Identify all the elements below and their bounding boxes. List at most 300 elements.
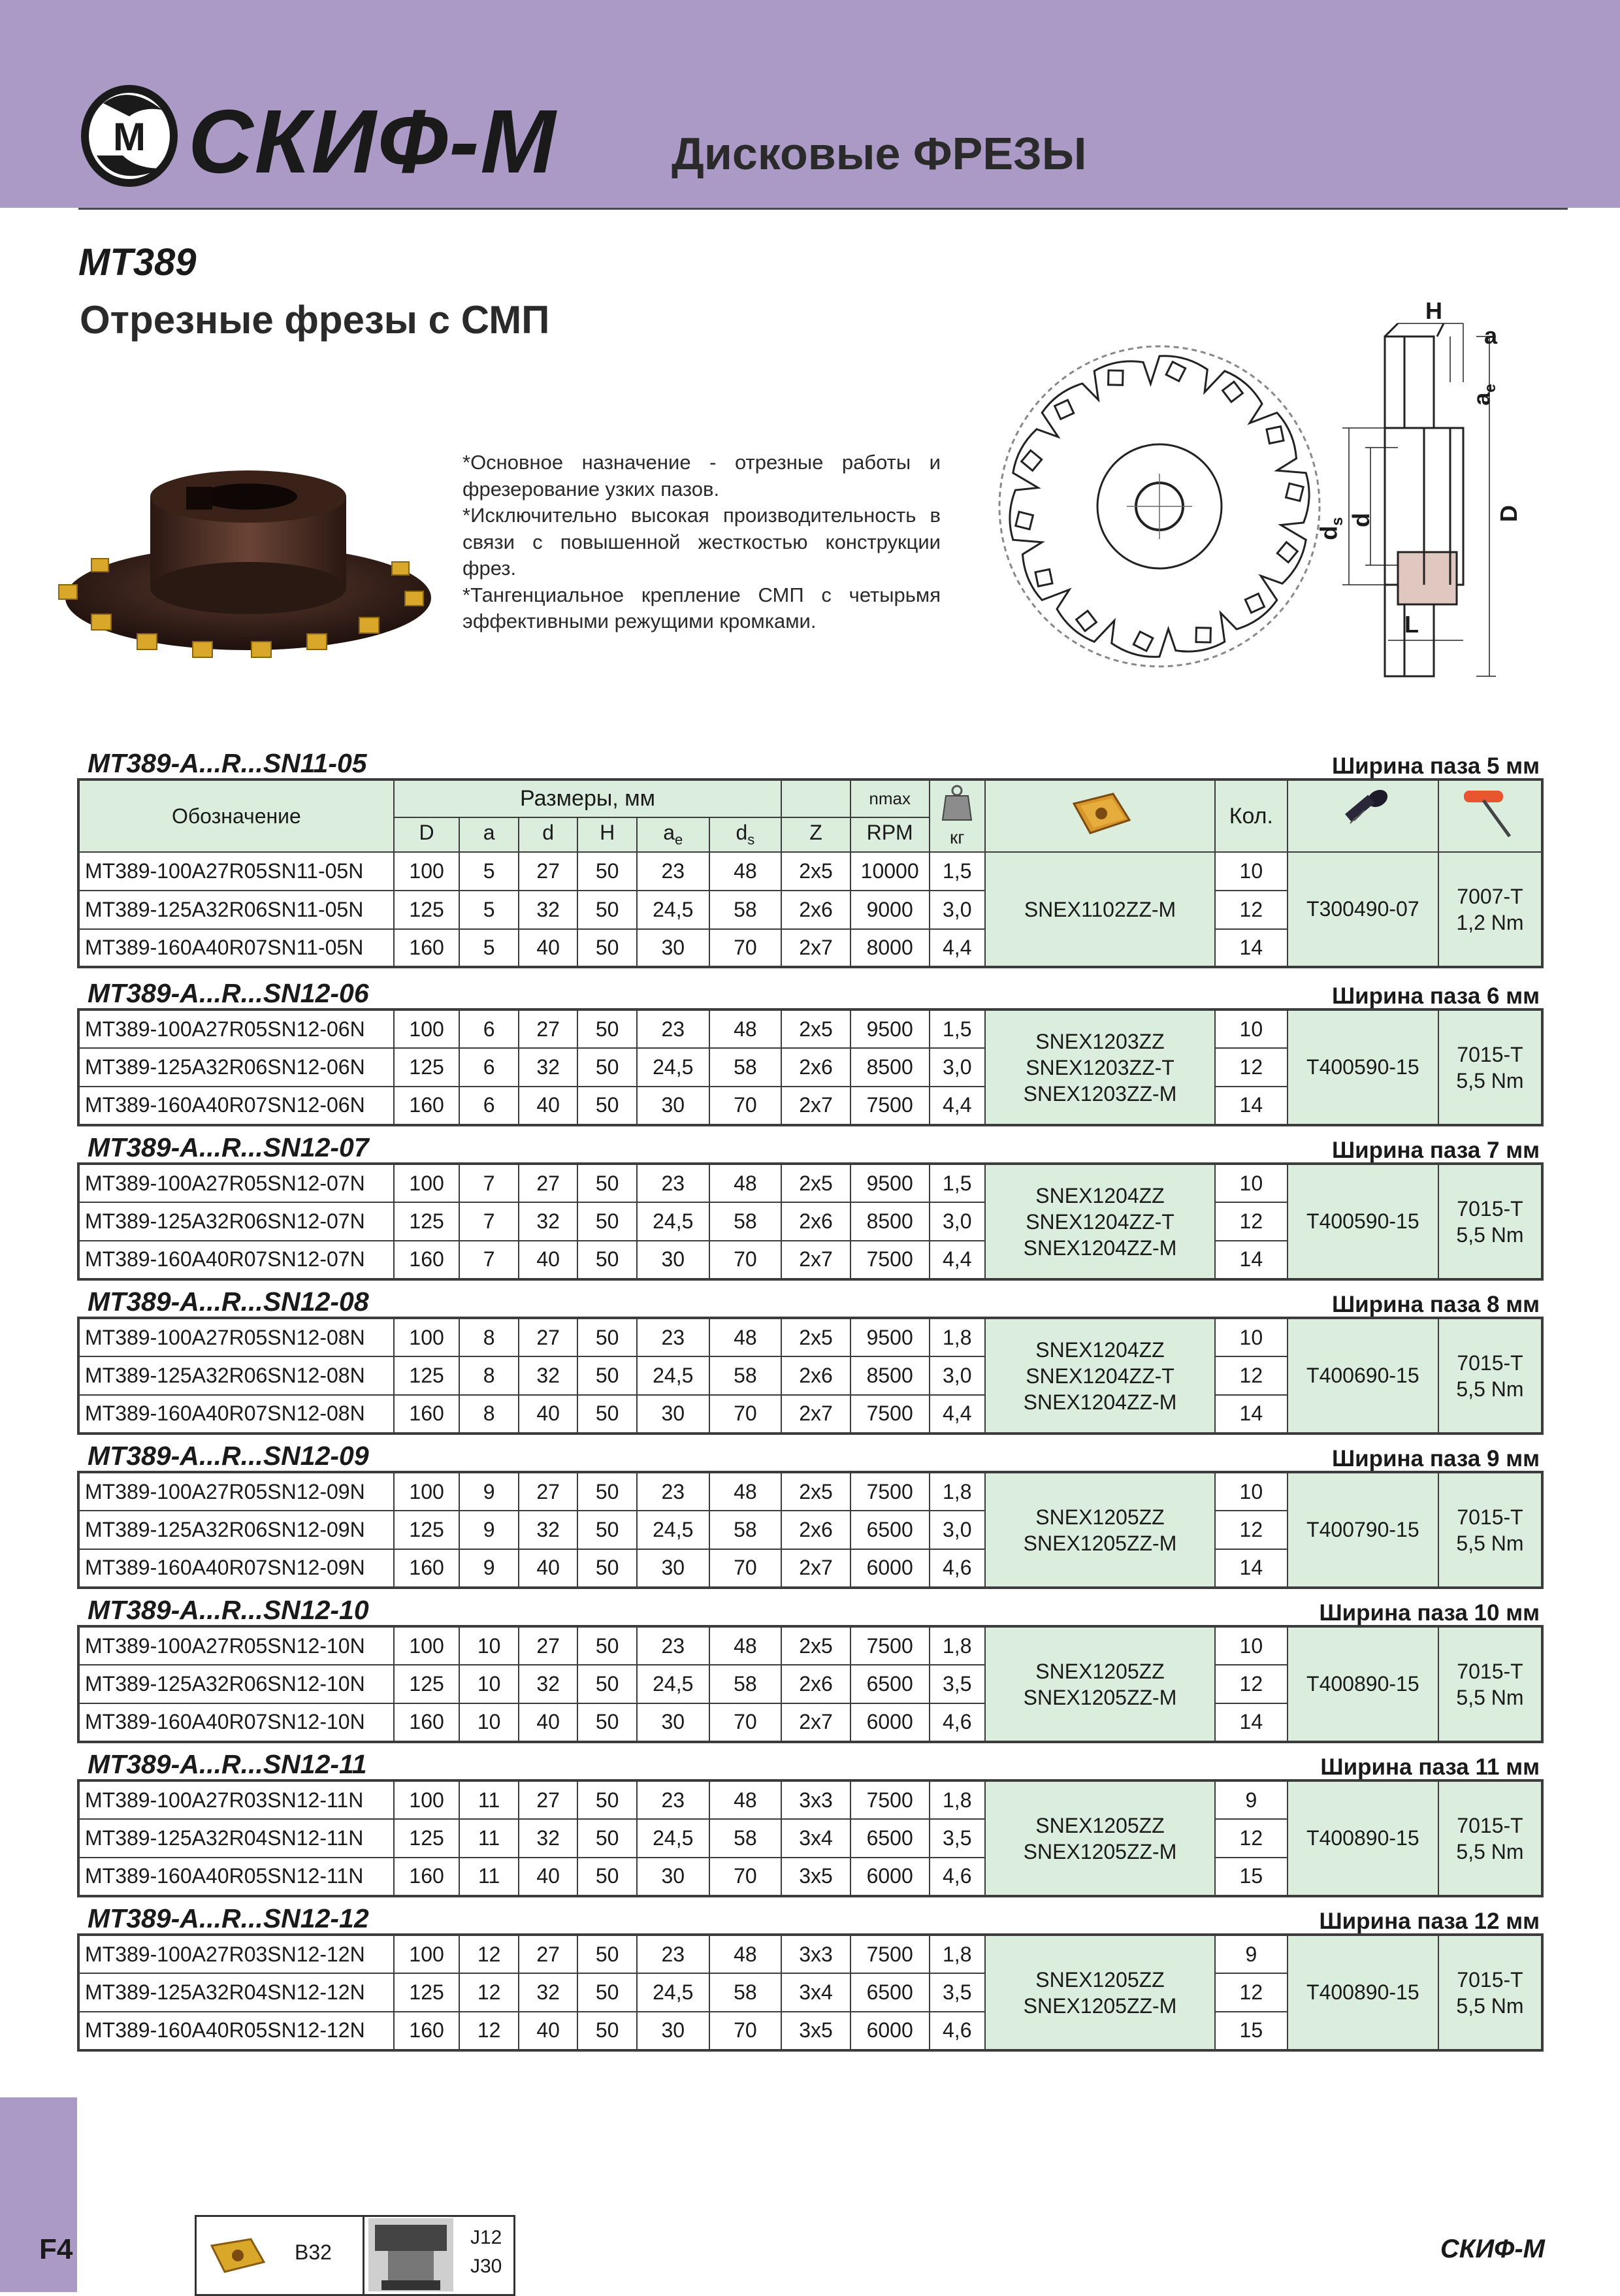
table-cell: 58 <box>709 1511 782 1549</box>
qty-cell: 12 <box>1215 1665 1288 1703</box>
header-divider <box>78 208 1568 210</box>
key-code: 7015-T <box>1457 1042 1523 1066</box>
table-cell: 2x6 <box>781 891 850 929</box>
insert-code: SNEX1205ZZ-M <box>1023 1839 1177 1863</box>
insert-pocket <box>1245 594 1264 613</box>
table-cell: 6500 <box>850 1511 930 1549</box>
table-row <box>78 1009 1542 1048</box>
cutter-drawing-svg <box>980 297 1548 683</box>
table-cell: 160 <box>394 1395 460 1434</box>
qty-cell: 14 <box>1215 1703 1288 1742</box>
table-cell: 24,5 <box>637 1973 709 2012</box>
group-title: MT389-A...R...SN12-09 <box>88 1441 369 1471</box>
table-cell: 7500 <box>850 1087 930 1125</box>
table-cell: 2x5 <box>781 1318 850 1356</box>
table-cell: 5 <box>459 852 519 891</box>
table-cell: 24,5 <box>637 1048 709 1087</box>
table-cell: 4,4 <box>930 1087 985 1125</box>
table-cell: 7 <box>459 1164 519 1202</box>
insert-cell <box>985 1935 1215 2050</box>
table-cell: MT389-100A27R05SN12-07N <box>78 1164 394 1202</box>
insert-code: SNEX1205ZZ <box>1035 1505 1165 1529</box>
table-cell: 9 <box>459 1549 519 1588</box>
qty-cell: 15 <box>1215 1858 1288 1896</box>
table-cell: 125 <box>394 1511 460 1549</box>
table-cell: 58 <box>709 1048 782 1087</box>
weight-icon <box>941 784 973 822</box>
col-header: H <box>577 817 637 852</box>
insert-code: SNEX1204ZZ <box>1035 1337 1165 1362</box>
table-row <box>78 1626 1542 1665</box>
table-cell: 50 <box>577 1241 637 1279</box>
table-cell: 3,5 <box>930 1973 985 2012</box>
insert-pocket <box>1277 542 1297 563</box>
table-cell: 50 <box>577 1318 637 1356</box>
table-cell: 3x3 <box>781 1780 850 1819</box>
ref-box-insert[interactable] <box>195 2215 364 2296</box>
brand-name: СКИФ-М <box>188 91 557 192</box>
slot-width: Ширина паза 8 мм <box>1331 1292 1540 1318</box>
col-header-kg: кг <box>950 827 965 847</box>
table-cell: 6 <box>459 1087 519 1125</box>
key-torque: 5,5 Nm <box>1456 1685 1524 1709</box>
table-cell: 9500 <box>850 1164 930 1202</box>
qty-cell: 10 <box>1215 1626 1288 1665</box>
insert-code: SNEX1204ZZ-M <box>1023 1390 1177 1414</box>
table-cell: 7 <box>459 1202 519 1241</box>
screw-icon <box>1333 784 1392 843</box>
table-cell: 50 <box>577 852 637 891</box>
table-cell: 58 <box>709 1973 782 2012</box>
spec-table <box>77 1008 1544 1126</box>
table-cell: 5 <box>459 891 519 929</box>
table-cell: 4,4 <box>930 1241 985 1279</box>
group-title: MT389-A...R...SN12-12 <box>88 1903 369 1934</box>
table-cell: 48 <box>709 1780 782 1819</box>
table-row <box>78 1472 1542 1511</box>
table-cell: 3,0 <box>930 891 985 929</box>
qty-cell: 14 <box>1215 1549 1288 1588</box>
table-cell: 4,4 <box>930 1395 985 1434</box>
table-cell: 70 <box>709 1395 782 1434</box>
table-cell: MT389-125A32R06SN12-07N <box>78 1202 394 1241</box>
col-header-nmax: nmax <box>850 779 930 817</box>
table-cell: MT389-160A40R07SN12-09N <box>78 1549 394 1588</box>
table-cell: 3,0 <box>930 1356 985 1395</box>
table-cell: 12 <box>459 1973 519 2012</box>
table-cell: 1,5 <box>930 852 985 891</box>
cutter-thumbnail-icon <box>368 2218 453 2291</box>
table-cell: 2x7 <box>781 929 850 968</box>
table-cell: 50 <box>577 1665 637 1703</box>
col-header: Z <box>781 817 850 852</box>
table-cell: 9000 <box>850 891 930 929</box>
key-torque: 5,5 Nm <box>1456 1222 1524 1247</box>
qty-cell: 10 <box>1215 1318 1288 1356</box>
table-cell: MT389-100A27R05SN12-08N <box>78 1318 394 1356</box>
table-cell: 3x5 <box>781 2012 850 2050</box>
table-cell: MT389-100A27R05SN12-06N <box>78 1009 394 1048</box>
table-cell: 8 <box>459 1395 519 1434</box>
table-cell: 23 <box>637 1780 709 1819</box>
table-cell: 27 <box>519 1935 578 1973</box>
table-cell: 2x5 <box>781 1164 850 1202</box>
table-cell: 160 <box>394 1549 460 1588</box>
insert-pocket <box>1286 484 1304 501</box>
table-cell: 9500 <box>850 1318 930 1356</box>
table-cell: 8 <box>459 1318 519 1356</box>
key-cell <box>1438 1472 1542 1587</box>
table-cell: 1,8 <box>930 1935 985 1973</box>
table-cell: 160 <box>394 1241 460 1279</box>
table-cell: 58 <box>709 1665 782 1703</box>
table-cell: 5 <box>459 929 519 968</box>
insert-code: SNEX1204ZZ-M <box>1023 1236 1177 1260</box>
ref-label: J30 <box>470 2255 502 2277</box>
table-cell: 6 <box>459 1009 519 1048</box>
table-cell: 50 <box>577 1472 637 1511</box>
insert-code: SNEX1205ZZ <box>1035 1659 1165 1683</box>
table-cell: MT389-160A40R07SN12-08N <box>78 1395 394 1434</box>
table-cell: 125 <box>394 891 460 929</box>
table-cell: 23 <box>637 1164 709 1202</box>
table-cell: 24,5 <box>637 1665 709 1703</box>
key-cell <box>1438 1780 1542 1895</box>
col-header: RPM <box>850 817 930 852</box>
insert-pocket <box>1166 362 1186 382</box>
insert-cell <box>985 1626 1215 1741</box>
key-code: 7015-T <box>1457 1351 1523 1375</box>
insert-cell <box>985 1472 1215 1587</box>
insert-code: SNEX1205ZZ-M <box>1023 1531 1177 1555</box>
table-cell: 8500 <box>850 1048 930 1087</box>
insert-code: SNEX1204ZZ <box>1035 1183 1165 1207</box>
key-torque: 5,5 Nm <box>1456 1839 1524 1863</box>
table-cell: 32 <box>519 1048 578 1087</box>
insert-pocket <box>1267 427 1284 444</box>
table-cell: 1,8 <box>930 1472 985 1511</box>
slot-width: Ширина паза 6 мм <box>1331 983 1540 1009</box>
table-cell: MT389-125A32R04SN12-12N <box>78 1973 394 2012</box>
table-cell: 12 <box>459 1935 519 1973</box>
table-cell: 125 <box>394 1973 460 2012</box>
qty-cell: 14 <box>1215 1087 1288 1125</box>
key-cell <box>1438 852 1542 967</box>
insert-code: SNEX1102ZZ-M <box>1024 897 1176 921</box>
table-cell: 48 <box>709 1318 782 1356</box>
table-cell: 160 <box>394 2012 460 2050</box>
table-cell: 70 <box>709 1549 782 1588</box>
table-cell: 9 <box>459 1511 519 1549</box>
label-L: L <box>1404 611 1419 638</box>
key-code: 7007-T <box>1457 884 1523 908</box>
table-cell: 50 <box>577 1626 637 1665</box>
table-cell: 3,5 <box>930 1665 985 1703</box>
table-cell: MT389-160A40R07SN12-06N <box>78 1087 394 1125</box>
table-row <box>78 1780 1542 1819</box>
insert-cell <box>985 852 1215 967</box>
group-title: MT389-A...R...SN12-11 <box>88 1749 367 1780</box>
table-cell: 11 <box>459 1858 519 1896</box>
description-item: *Тангенциальное крепление СМП с четырьмя эффективными режущими кромками. <box>462 583 941 632</box>
table-cell: 3x4 <box>781 1819 850 1858</box>
table-cell: 24,5 <box>637 1819 709 1858</box>
qty-cell: 12 <box>1215 1511 1288 1549</box>
label-a: a <box>1484 322 1498 349</box>
insert-code: SNEX1205ZZ-M <box>1023 1685 1177 1709</box>
insert-pocket <box>1077 611 1097 631</box>
group-title: MT389-A...R...SN12-08 <box>88 1287 369 1317</box>
table-cell: MT389-100A27R05SN12-09N <box>78 1472 394 1511</box>
spec-table <box>77 1625 1544 1743</box>
table-cell: 100 <box>394 1009 460 1048</box>
table-cell: 24,5 <box>637 1356 709 1395</box>
table-cell: 32 <box>519 1665 578 1703</box>
table-cell: 58 <box>709 1819 782 1858</box>
slot-width: Ширина паза 5 мм <box>1331 753 1540 779</box>
table-cell: 11 <box>459 1819 519 1858</box>
technical-drawing <box>980 297 1548 683</box>
insert-code: SNEX1203ZZ <box>1035 1029 1165 1053</box>
col-header: $a_e$ <box>637 817 709 852</box>
footer-brand: СКИФ-М <box>1440 2235 1545 2263</box>
key-code: 7015-T <box>1457 1967 1523 1992</box>
screw-cell: T400890-15 <box>1288 1935 1438 2050</box>
table-cell: 48 <box>709 1626 782 1665</box>
table-cell: 50 <box>577 1511 637 1549</box>
table-cell: 10 <box>459 1626 519 1665</box>
table-cell: 3x5 <box>781 1858 850 1896</box>
table-cell: 9 <box>459 1472 519 1511</box>
table-cell: 7500 <box>850 1780 930 1819</box>
table-cell: 27 <box>519 1009 578 1048</box>
col-header: D <box>394 817 460 852</box>
table-cell: 125 <box>394 1819 460 1858</box>
table-cell: 30 <box>637 929 709 968</box>
qty-cell: 14 <box>1215 1395 1288 1434</box>
qty-cell: 12 <box>1215 1048 1288 1087</box>
table-cell: 23 <box>637 1935 709 1973</box>
insert-cell <box>985 1009 1215 1124</box>
qty-cell: 12 <box>1215 891 1288 929</box>
ref-box-tool[interactable] <box>363 2215 515 2296</box>
table-cell: MT389-125A32R06SN11-05N <box>78 891 394 929</box>
qty-cell: 9 <box>1215 1780 1288 1819</box>
description-item: *Основное назначение - отрезные работы и фрезерование узких пазов. <box>462 451 941 500</box>
table-cell: MT389-125A32R06SN12-08N <box>78 1356 394 1395</box>
key-cell <box>1438 1935 1542 2050</box>
table-cell: MT389-100A27R03SN12-12N <box>78 1935 394 1973</box>
insert-code: SNEX1205ZZ-M <box>1023 1993 1177 2018</box>
group-title: MT389-A...R...SN12-10 <box>88 1595 369 1626</box>
table-cell: 23 <box>637 1472 709 1511</box>
insert-cell <box>985 1318 1215 1433</box>
table-cell: 3x4 <box>781 1973 850 2012</box>
table-cell: 27 <box>519 852 578 891</box>
table-cell: 160 <box>394 1703 460 1742</box>
table-cell: 4,4 <box>930 929 985 968</box>
table-cell: 6000 <box>850 2012 930 2050</box>
table-cell: 8000 <box>850 929 930 968</box>
spec-table <box>77 1162 1544 1280</box>
table-cell: MT389-100A27R05SN11-05N <box>78 852 394 891</box>
ref-labels <box>470 2223 502 2281</box>
screw-cell: T300490-07 <box>1288 852 1438 967</box>
col-header-blank <box>781 779 850 817</box>
table-cell: 50 <box>577 1356 637 1395</box>
table-cell: 1,5 <box>930 1164 985 1202</box>
spec-table <box>77 778 1544 968</box>
key-code: 7015-T <box>1457 1659 1523 1683</box>
table-cell: 7500 <box>850 1472 930 1511</box>
table-cell: MT389-160A40R07SN11-05N <box>78 929 394 968</box>
key-torque: 1,2 Nm <box>1456 910 1524 934</box>
table-cell: MT389-125A32R06SN12-10N <box>78 1665 394 1703</box>
key-cell <box>1438 1164 1542 1279</box>
table-cell: MT389-160A40R07SN12-07N <box>78 1241 394 1279</box>
table-cell: 2x5 <box>781 852 850 891</box>
screw-cell: T400890-15 <box>1288 1626 1438 1741</box>
col-header: d <box>519 817 578 852</box>
table-cell: 23 <box>637 852 709 891</box>
table-cell: 32 <box>519 891 578 929</box>
insert-pocket <box>1196 628 1210 642</box>
table-cell: 30 <box>637 1395 709 1434</box>
table-cell: 50 <box>577 1935 637 1973</box>
table-cell: 30 <box>637 1087 709 1125</box>
spec-table <box>77 1779 1544 1897</box>
label-ds: $d_s$ <box>1315 517 1346 540</box>
insert-icon <box>202 2220 274 2291</box>
table-cell: 2x7 <box>781 1549 850 1588</box>
table-cell: 4,6 <box>930 1703 985 1742</box>
table-cell: 50 <box>577 1048 637 1087</box>
insert-pocket <box>1035 569 1052 586</box>
table-row <box>78 1318 1542 1356</box>
slot-width: Ширина паза 10 мм <box>1319 1600 1540 1626</box>
insert-code: SNEX1205ZZ <box>1035 1967 1165 1992</box>
screw-cell: T400890-15 <box>1288 1780 1438 1895</box>
table-cell: 58 <box>709 1356 782 1395</box>
key-torque: 5,5 Nm <box>1456 1377 1524 1401</box>
table-cell: 50 <box>577 929 637 968</box>
table-cell: 100 <box>394 1164 460 1202</box>
table-cell: 23 <box>637 1318 709 1356</box>
table-cell: 50 <box>577 1819 637 1858</box>
table-cell: 40 <box>519 2012 578 2050</box>
table-row <box>78 1935 1542 1973</box>
table-cell: 100 <box>394 1780 460 1819</box>
table-cell: 30 <box>637 1703 709 1742</box>
table-cell: 50 <box>577 1395 637 1434</box>
screw-cell: T400790-15 <box>1288 1472 1438 1587</box>
table-cell: 50 <box>577 1202 637 1241</box>
table-cell: 50 <box>577 1164 637 1202</box>
qty-cell: 15 <box>1215 2012 1288 2050</box>
table-cell: 32 <box>519 1819 578 1858</box>
table-cell: 40 <box>519 1087 578 1125</box>
table-cell: 30 <box>637 1858 709 1896</box>
table-cell: 6000 <box>850 1549 930 1588</box>
table-cell: 4,6 <box>930 1858 985 1896</box>
qty-cell: 10 <box>1215 1164 1288 1202</box>
table-cell: 48 <box>709 852 782 891</box>
table-cell: 24,5 <box>637 891 709 929</box>
table-cell: MT389-100A27R03SN12-11N <box>78 1780 394 1819</box>
table-cell: 32 <box>519 1511 578 1549</box>
table-cell: 125 <box>394 1202 460 1241</box>
key-torque: 5,5 Nm <box>1456 1068 1524 1092</box>
table-cell: 160 <box>394 1858 460 1896</box>
table-cell: 6500 <box>850 1973 930 2012</box>
table-cell: 3,0 <box>930 1511 985 1549</box>
logo-letter: М <box>113 115 146 159</box>
table-cell: 50 <box>577 1009 637 1048</box>
qty-cell: 12 <box>1215 1356 1288 1395</box>
key-header <box>1438 779 1542 852</box>
table-cell: 2x6 <box>781 1665 850 1703</box>
qty-cell: 14 <box>1215 1241 1288 1279</box>
table-cell: 6500 <box>850 1665 930 1703</box>
col-header-dimensions: Размеры, мм <box>394 779 781 817</box>
table-cell: 7500 <box>850 1935 930 1973</box>
insert-code: SNEX1203ZZ-M <box>1023 1081 1177 1106</box>
group-title: MT389-A...R...SN11-05 <box>88 748 367 778</box>
slot-width: Ширина паза 12 мм <box>1319 1909 1540 1935</box>
table-cell: 40 <box>519 1858 578 1896</box>
qty-cell: 12 <box>1215 1819 1288 1858</box>
table-cell: 3,0 <box>930 1048 985 1087</box>
table-row <box>78 852 1542 891</box>
table-cell: 3,5 <box>930 1819 985 1858</box>
screw-header <box>1288 779 1438 852</box>
table-cell: 2x6 <box>781 1202 850 1241</box>
insert-code: SNEX1204ZZ-T <box>1026 1209 1174 1234</box>
col-header: $d_s$ <box>709 817 782 852</box>
table-cell: 70 <box>709 1087 782 1125</box>
table-cell: 50 <box>577 1780 637 1819</box>
ref-label: B32 <box>295 2240 332 2264</box>
page-number: F4 <box>39 2233 73 2265</box>
table-cell: 24,5 <box>637 1202 709 1241</box>
table-cell: 6 <box>459 1048 519 1087</box>
table-cell: 2x5 <box>781 1009 850 1048</box>
insert-code: SNEX1203ZZ-T <box>1026 1055 1174 1079</box>
table-cell: 27 <box>519 1164 578 1202</box>
table-cell: 125 <box>394 1356 460 1395</box>
insert-header <box>985 779 1215 852</box>
table-cell: MT389-125A32R06SN12-06N <box>78 1048 394 1087</box>
label-H: H <box>1425 297 1442 324</box>
qty-cell: 12 <box>1215 1202 1288 1241</box>
table-cell: 70 <box>709 1858 782 1896</box>
table-cell: MT389-160A40R07SN12-10N <box>78 1703 394 1742</box>
table-cell: 1,8 <box>930 1318 985 1356</box>
table-cell: 48 <box>709 1935 782 1973</box>
table-cell: 160 <box>394 929 460 968</box>
col-header: a <box>459 817 519 852</box>
table-cell: 8500 <box>850 1202 930 1241</box>
table-cell: 50 <box>577 1703 637 1742</box>
insert-pocket <box>1133 632 1153 651</box>
insert-pocket <box>1022 450 1042 470</box>
table-cell: 70 <box>709 1241 782 1279</box>
table-cell: 27 <box>519 1626 578 1665</box>
screw-cell: T400590-15 <box>1288 1164 1438 1279</box>
table-cell: 7500 <box>850 1241 930 1279</box>
table-cell: 7500 <box>850 1395 930 1434</box>
table-cell: 100 <box>394 1626 460 1665</box>
